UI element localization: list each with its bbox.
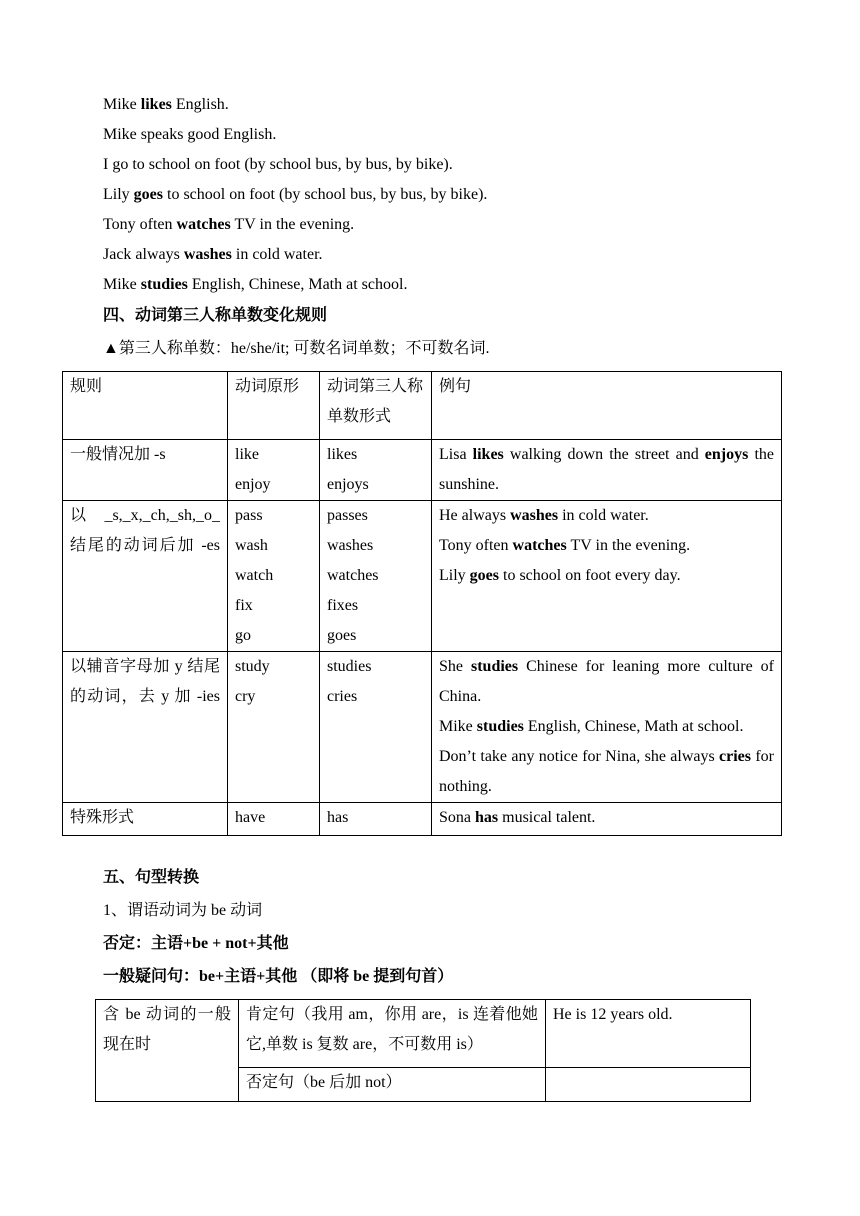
table-row bbox=[96, 1000, 751, 1068]
note-line: ▲第三人称单数：he/she/it; 可数名词单数；不可数名词. bbox=[103, 340, 490, 357]
header-rule: 规则 bbox=[63, 372, 228, 440]
base-cell: have bbox=[228, 803, 320, 836]
bold-verb: washes bbox=[183, 246, 232, 263]
text: Mike bbox=[439, 718, 477, 735]
be-verb-table bbox=[95, 999, 751, 1102]
section-heading: 五、句型转换 bbox=[103, 869, 200, 886]
verb-base: pass bbox=[235, 507, 263, 524]
text: Mike bbox=[103, 96, 141, 113]
third-cell bbox=[320, 501, 432, 652]
example-sentence bbox=[439, 501, 774, 531]
negative-example-cell bbox=[546, 1068, 751, 1102]
example-line bbox=[103, 215, 354, 235]
text: walking down the street and bbox=[503, 446, 705, 463]
bold-verb: goes bbox=[469, 567, 499, 584]
example-cell bbox=[432, 440, 782, 501]
rule-cell: 以 _s,_x,_ch,_sh,_o_ 结尾的动词后加 -es bbox=[63, 501, 228, 652]
affirmative-cell: 肯定句（我用 am，你用 are，is 连着他她它,单数 is 复数 are，不可数用 is） bbox=[239, 1000, 546, 1068]
text: I go to school on foot (by school bus, by bus, by bike). bbox=[103, 156, 453, 173]
rule-cell: 特殊形式 bbox=[63, 803, 228, 836]
text: to school on foot (by school bus, by bus, by bike). bbox=[163, 186, 488, 203]
base-cell bbox=[228, 501, 320, 652]
base-cell bbox=[228, 652, 320, 803]
text: TV in the evening. bbox=[230, 216, 355, 233]
bold-verb: likes bbox=[472, 446, 504, 463]
table-row bbox=[63, 440, 782, 501]
rule-cell: 以辅音字母加 y 结尾的动词，去 y 加 -ies bbox=[63, 652, 228, 803]
example-line bbox=[103, 125, 276, 145]
question-rule: 一般疑问句：be+主语+其他 （即将 be 提到句首） bbox=[103, 968, 454, 985]
table-header-row bbox=[63, 372, 782, 440]
table-row bbox=[63, 652, 782, 803]
verb-base: cry bbox=[235, 688, 256, 705]
text: Lisa bbox=[439, 446, 473, 463]
text: Tony often bbox=[439, 537, 513, 554]
example-sentence bbox=[439, 531, 774, 561]
example-line bbox=[103, 275, 407, 295]
text: in cold water. bbox=[231, 246, 323, 263]
third-cell bbox=[320, 652, 432, 803]
example-line bbox=[103, 95, 229, 115]
text: She bbox=[439, 658, 471, 675]
example-cell bbox=[432, 501, 782, 652]
text: Tony often bbox=[103, 216, 177, 233]
example-sentence bbox=[439, 742, 774, 802]
text: English. bbox=[171, 96, 229, 113]
table-row bbox=[63, 803, 782, 836]
example-cell bbox=[432, 652, 782, 803]
base-cell bbox=[228, 440, 320, 501]
negative-rule: 否定：主语+be + not+其他 bbox=[103, 935, 289, 952]
example-sentence bbox=[439, 440, 774, 500]
text: musical talent. bbox=[498, 809, 596, 826]
text: for nothing. bbox=[439, 748, 774, 795]
bold-verb: cries bbox=[719, 748, 752, 765]
verb-third: watches bbox=[327, 567, 379, 584]
text: English, Chinese, Math at school. bbox=[187, 276, 408, 293]
bold-verb: studies bbox=[476, 718, 524, 735]
verb-third: likes bbox=[327, 446, 358, 463]
verb-base: fix bbox=[235, 597, 253, 614]
text: Mike speaks good English. bbox=[103, 126, 277, 143]
bold-verb: studies bbox=[471, 658, 519, 675]
verb-third: enjoys bbox=[327, 476, 369, 493]
example-line bbox=[103, 245, 323, 265]
bold-verb: washes bbox=[510, 507, 559, 524]
text: TV in the evening. bbox=[566, 537, 691, 554]
verb-base: study bbox=[235, 658, 270, 675]
header-example: 例句 bbox=[432, 372, 782, 440]
text: the sunshine. bbox=[439, 446, 775, 493]
text: to school on foot every day. bbox=[499, 567, 681, 584]
table-row bbox=[63, 501, 782, 652]
verb-base: watch bbox=[235, 567, 274, 584]
example-sentence bbox=[439, 652, 774, 712]
example-sentence bbox=[439, 561, 774, 591]
example-line bbox=[103, 155, 453, 175]
third-person-rules-table bbox=[62, 371, 782, 836]
text: in cold water. bbox=[558, 507, 649, 524]
section-heading: 四、动词第三人称单数变化规则 bbox=[103, 307, 328, 324]
verb-base: wash bbox=[235, 537, 268, 554]
example-sentence bbox=[439, 712, 774, 742]
rule-cell: 一般情况加 -s bbox=[63, 440, 228, 501]
text: Lily bbox=[103, 186, 134, 203]
text: Chinese for leaning more culture of China. bbox=[439, 658, 775, 705]
third-cell: has bbox=[320, 803, 432, 836]
header-base: 动词原形 bbox=[228, 372, 320, 440]
text: Mike bbox=[103, 276, 141, 293]
verb-base: go bbox=[235, 627, 251, 644]
text: Jack always bbox=[103, 246, 184, 263]
bold-verb: studies bbox=[140, 276, 188, 293]
text: Sona bbox=[439, 809, 475, 826]
bold-verb: watches bbox=[512, 537, 567, 554]
text: Lily bbox=[439, 567, 470, 584]
tense-label-cell: 含 be 动词的一般现在时 bbox=[96, 1000, 239, 1102]
verb-third: cries bbox=[327, 688, 358, 705]
text: English, Chinese, Math at school. bbox=[523, 718, 744, 735]
header-third: 动词第三人称单数形式 bbox=[320, 372, 432, 440]
verb-third: studies bbox=[327, 658, 372, 675]
negative-cell: 否定句（be 后加 not） bbox=[239, 1068, 546, 1102]
verb-third: washes bbox=[327, 537, 374, 554]
bold-verb: watches bbox=[176, 216, 231, 233]
verb-third: fixes bbox=[327, 597, 359, 614]
verb-base: enjoy bbox=[235, 476, 271, 493]
example-cell bbox=[432, 803, 782, 836]
verb-third: passes bbox=[327, 507, 368, 524]
bold-verb: likes bbox=[140, 96, 172, 113]
bold-verb: goes bbox=[133, 186, 163, 203]
third-cell bbox=[320, 440, 432, 501]
text: He always bbox=[439, 507, 511, 524]
affirmative-example-cell: He is 12 years old. bbox=[546, 1000, 751, 1068]
verb-third: goes bbox=[327, 627, 357, 644]
bold-verb: enjoys bbox=[704, 446, 749, 463]
verb-base: like bbox=[235, 446, 259, 463]
text: Don’t take any notice for Nina, she always bbox=[439, 748, 720, 765]
bold-verb: has bbox=[475, 809, 499, 826]
example-line bbox=[103, 185, 487, 205]
sub-heading: 1、谓语动词为 be 动词 bbox=[103, 902, 263, 919]
